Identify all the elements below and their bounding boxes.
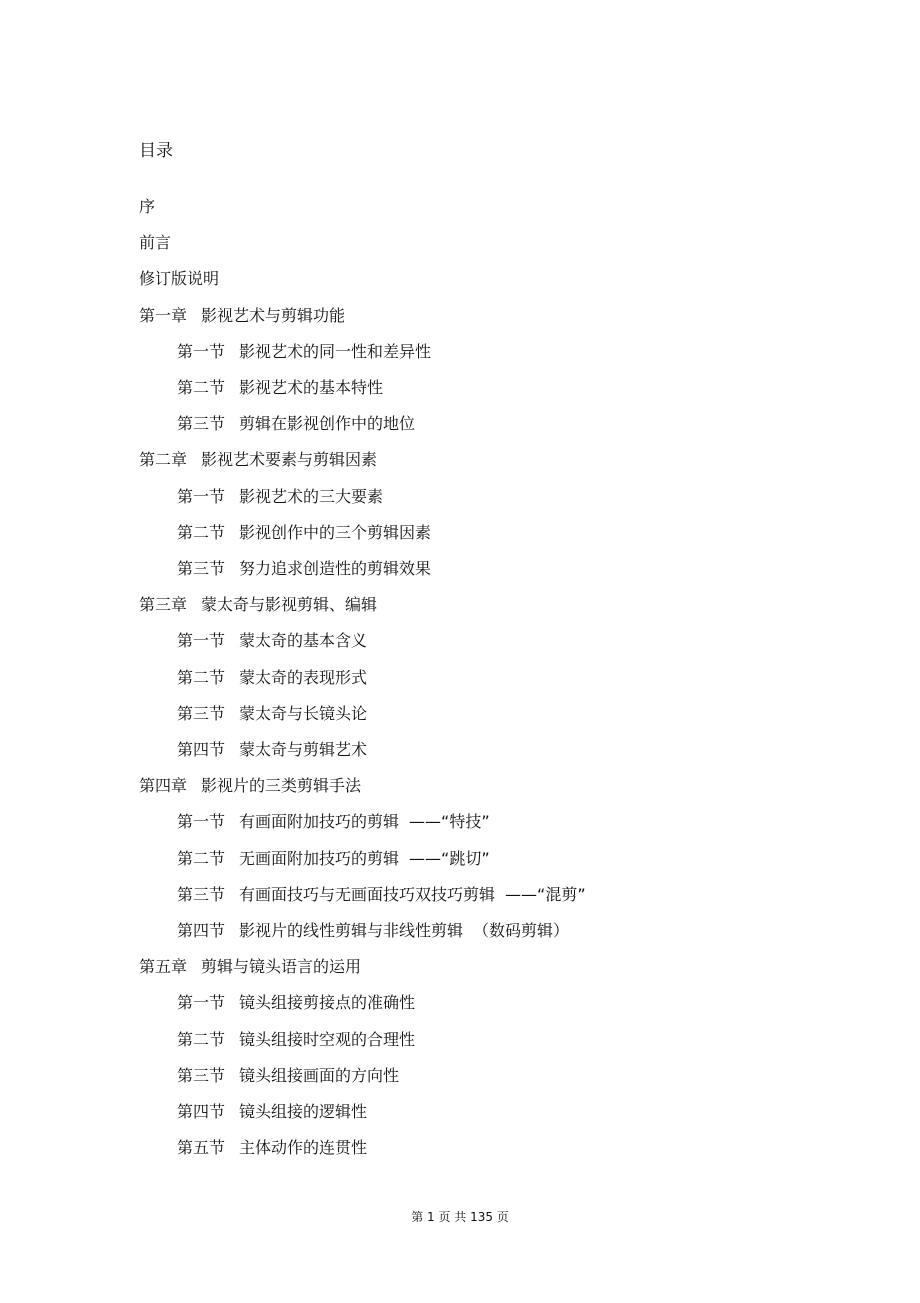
toc-entry-number: 第一章 xyxy=(139,306,188,325)
toc-entry-text: 影视艺术与剪辑功能 xyxy=(201,306,346,325)
toc-entry-number: 第三节 xyxy=(177,559,226,578)
toc-entry-text: 无画面附加技巧的剪辑 xyxy=(239,849,400,868)
toc-section xyxy=(177,1065,399,1087)
toc-entry-text: 镜头组接画面的方向性 xyxy=(239,1066,400,1085)
toc-entry-number: 第二章 xyxy=(139,450,188,469)
toc-entry-number: 第二节 xyxy=(177,1030,226,1049)
toc-chapter xyxy=(139,449,377,471)
toc-section xyxy=(177,341,431,363)
toc-entry-text: 蒙太奇的表现形式 xyxy=(239,668,368,687)
toc-section xyxy=(177,1137,367,1159)
toc-section xyxy=(177,703,367,725)
toc-entry-text: 序 xyxy=(139,197,156,216)
toc-section xyxy=(177,1101,367,1123)
toc-entry-text: 蒙太奇与长镜头论 xyxy=(239,704,368,723)
toc-entry-suffix: ——“跳切” xyxy=(409,849,490,868)
toc-entry-text: 镜头组接的逻辑性 xyxy=(239,1102,368,1121)
toc-entry-text: 剪辑在影视创作中的地位 xyxy=(239,414,416,433)
toc-section xyxy=(177,630,367,652)
toc-entry-number: 第四节 xyxy=(177,921,226,940)
toc-section xyxy=(177,413,415,435)
toc-entry-number: 第二节 xyxy=(177,849,226,868)
page-title: 目录 xyxy=(139,141,173,161)
toc-section xyxy=(177,558,431,580)
toc-entry-text: 修订版说明 xyxy=(139,269,220,288)
toc-entry-text: 有画面技巧与无画面技巧双技巧剪辑 xyxy=(239,885,496,904)
toc-section xyxy=(177,522,431,544)
page-footer: 第 1 页 共 135 页 xyxy=(411,1210,509,1224)
toc-entry-text: 影视艺术的同一性和差异性 xyxy=(239,342,432,361)
toc-section xyxy=(177,848,490,870)
toc-entry-text: 影视艺术的基本特性 xyxy=(239,378,384,397)
toc-entry-text: 影视创作中的三个剪辑因素 xyxy=(239,523,432,542)
toc-entry-number: 第三节 xyxy=(177,885,226,904)
toc-entry-number: 第一节 xyxy=(177,812,226,831)
toc-entry-text: 主体动作的连贯性 xyxy=(239,1138,368,1157)
toc-chapter xyxy=(139,268,219,290)
toc-entry-number: 第四章 xyxy=(139,776,188,795)
toc-entry-number: 第一节 xyxy=(177,993,226,1012)
toc-entry-suffix: ——“特技” xyxy=(409,812,490,831)
toc-section xyxy=(177,486,383,508)
toc-section xyxy=(177,1029,415,1051)
toc-entry-text: 影视片的三类剪辑手法 xyxy=(201,776,362,795)
toc-section xyxy=(177,377,383,399)
toc-entry-number: 第五节 xyxy=(177,1138,226,1157)
toc-section xyxy=(177,811,490,833)
toc-entry-number: 第四节 xyxy=(177,1102,226,1121)
toc-entry-number: 第一节 xyxy=(177,342,226,361)
toc-entry-number: 第三节 xyxy=(177,414,226,433)
toc-entry-number: 第一节 xyxy=(177,487,226,506)
toc-entry-text: 蒙太奇与影视剪辑、编辑 xyxy=(201,595,378,614)
toc-entry-text: 镜头组接剪接点的准确性 xyxy=(239,993,416,1012)
toc-entry-number: 第二节 xyxy=(177,668,226,687)
toc-entry-text: 剪辑与镜头语言的运用 xyxy=(201,957,362,976)
toc-entry-number: 第三节 xyxy=(177,1066,226,1085)
toc-chapter xyxy=(139,305,345,327)
toc-entry-text: 影视艺术的三大要素 xyxy=(239,487,384,506)
toc-entry-number: 第四节 xyxy=(177,740,226,759)
toc-section xyxy=(177,667,367,689)
toc-chapter xyxy=(139,775,361,797)
toc-entry-text: 蒙太奇与剪辑艺术 xyxy=(239,740,368,759)
toc-entry-number: 第二节 xyxy=(177,378,226,397)
toc-section xyxy=(177,884,586,906)
toc-chapter xyxy=(139,594,377,616)
toc-chapter xyxy=(139,956,361,978)
toc-chapter xyxy=(139,232,171,254)
toc-entry-number: 第二节 xyxy=(177,523,226,542)
toc-entry-number: 第一节 xyxy=(177,631,226,650)
toc-entry-text: 前言 xyxy=(139,233,172,252)
toc-entry-text: 镜头组接时空观的合理性 xyxy=(239,1030,416,1049)
toc-section xyxy=(177,992,415,1014)
toc-entry-text: 有画面附加技巧的剪辑 xyxy=(239,812,400,831)
toc-entry-text: 影视艺术要素与剪辑因素 xyxy=(201,450,378,469)
toc-section xyxy=(177,739,367,761)
toc-entry-number: 第三节 xyxy=(177,704,226,723)
toc-entry-number: 第五章 xyxy=(139,957,188,976)
toc-entry-text: 努力追求创造性的剪辑效果 xyxy=(239,559,432,578)
toc-entry-suffix: ——“混剪” xyxy=(505,885,586,904)
toc-entry-number: 第三章 xyxy=(139,595,188,614)
toc-chapter xyxy=(139,196,155,218)
toc-entry-suffix: （数码剪辑） xyxy=(473,921,570,940)
toc-entry-text: 蒙太奇的基本含义 xyxy=(239,631,368,650)
toc-section xyxy=(177,920,569,942)
toc-entry-text: 影视片的线性剪辑与非线性剪辑 xyxy=(239,921,464,940)
